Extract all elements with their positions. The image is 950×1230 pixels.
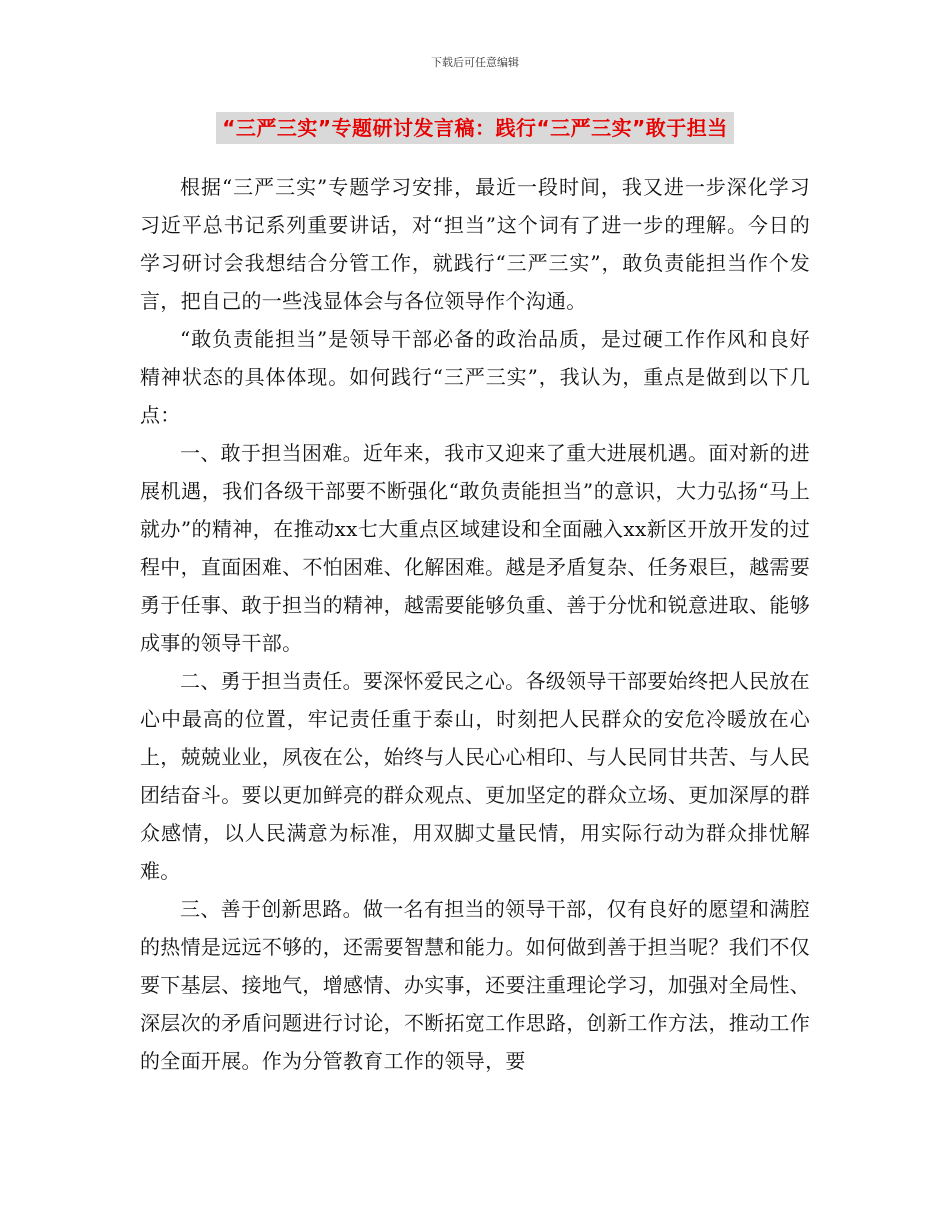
- document-body: [140, 168, 810, 1080]
- paragraph-5: 三、善于创新思路。做一名有担当的领导干部，仅有良好的愿望和满腔的热情是远远不够的，还需要智慧和能力。如何做到善于担当呢？我们不仅要下基层、接地气，增感情、办实事，还要注重理论学习，加强对全局性、深层次的矛盾问题进行讨论，不断拓宽工作思路，创新工作方法，推动工作的全面开展。作为分管教育工作的领导，要: [140, 897, 810, 1073]
- title-container: [0, 112, 950, 144]
- paragraph-1: 根据“三严三实”专题学习安排，最近一段时间，我又进一步深化学习习近平总书记系列重要讲话，对“担当”这个词有了进一步的理解。今日的学习研讨会我想结合分管工作，就践行“三严三实”，敢负责能担当作个发言，把自己的一些浅显体会与各位领导作个沟通。: [140, 175, 810, 313]
- paragraph-2: “敢负责能担当”是领导干部必备的政治品质，是过硬工作作风和良好精神状态的具体体现。如何践行“三严三实”，我认为，重点是做到以下几点：: [140, 327, 810, 427]
- paragraph-3: 一、敢于担当困难。近年来，我市又迎来了重大进展机遇。面对新的进展机遇，我们各级干部要不断强化“敢负责能担当”的意识，大力弘扬“马上就办”的精神，在推动xx七大重点区域建设和全面融入xx新区开放开发的过程中，直面困难、不怕困难、化解困难。越是矛盾复杂、任务艰巨，越需要勇于任事、敢于担当的精神，越需要能够负重、善于分忧和锐意进取、能够成事的领导干部。: [140, 441, 810, 655]
- document-title: “三严三实”专题研讨发言稿：践行“三严三实”敢于担当: [216, 112, 734, 144]
- header-note: 下载后可任意编辑: [431, 56, 519, 69]
- paragraph-4: 二、勇于担当责任。要深怀爱民之心。各级领导干部要始终把人民放在心中最高的位置，牢记责任重于泰山，时刻把人民群众的安危冷暖放在心上，兢兢业业，夙夜在公，始终与人民心心相印、与人民同甘共苦、与人民团结奋斗。要以更加鲜亮的群众观点、更加坚定的群众立场、更加深厚的群众感情，以人民满意为标准，用双脚丈量民情，用实际行动为群众排忧解难。: [140, 669, 810, 883]
